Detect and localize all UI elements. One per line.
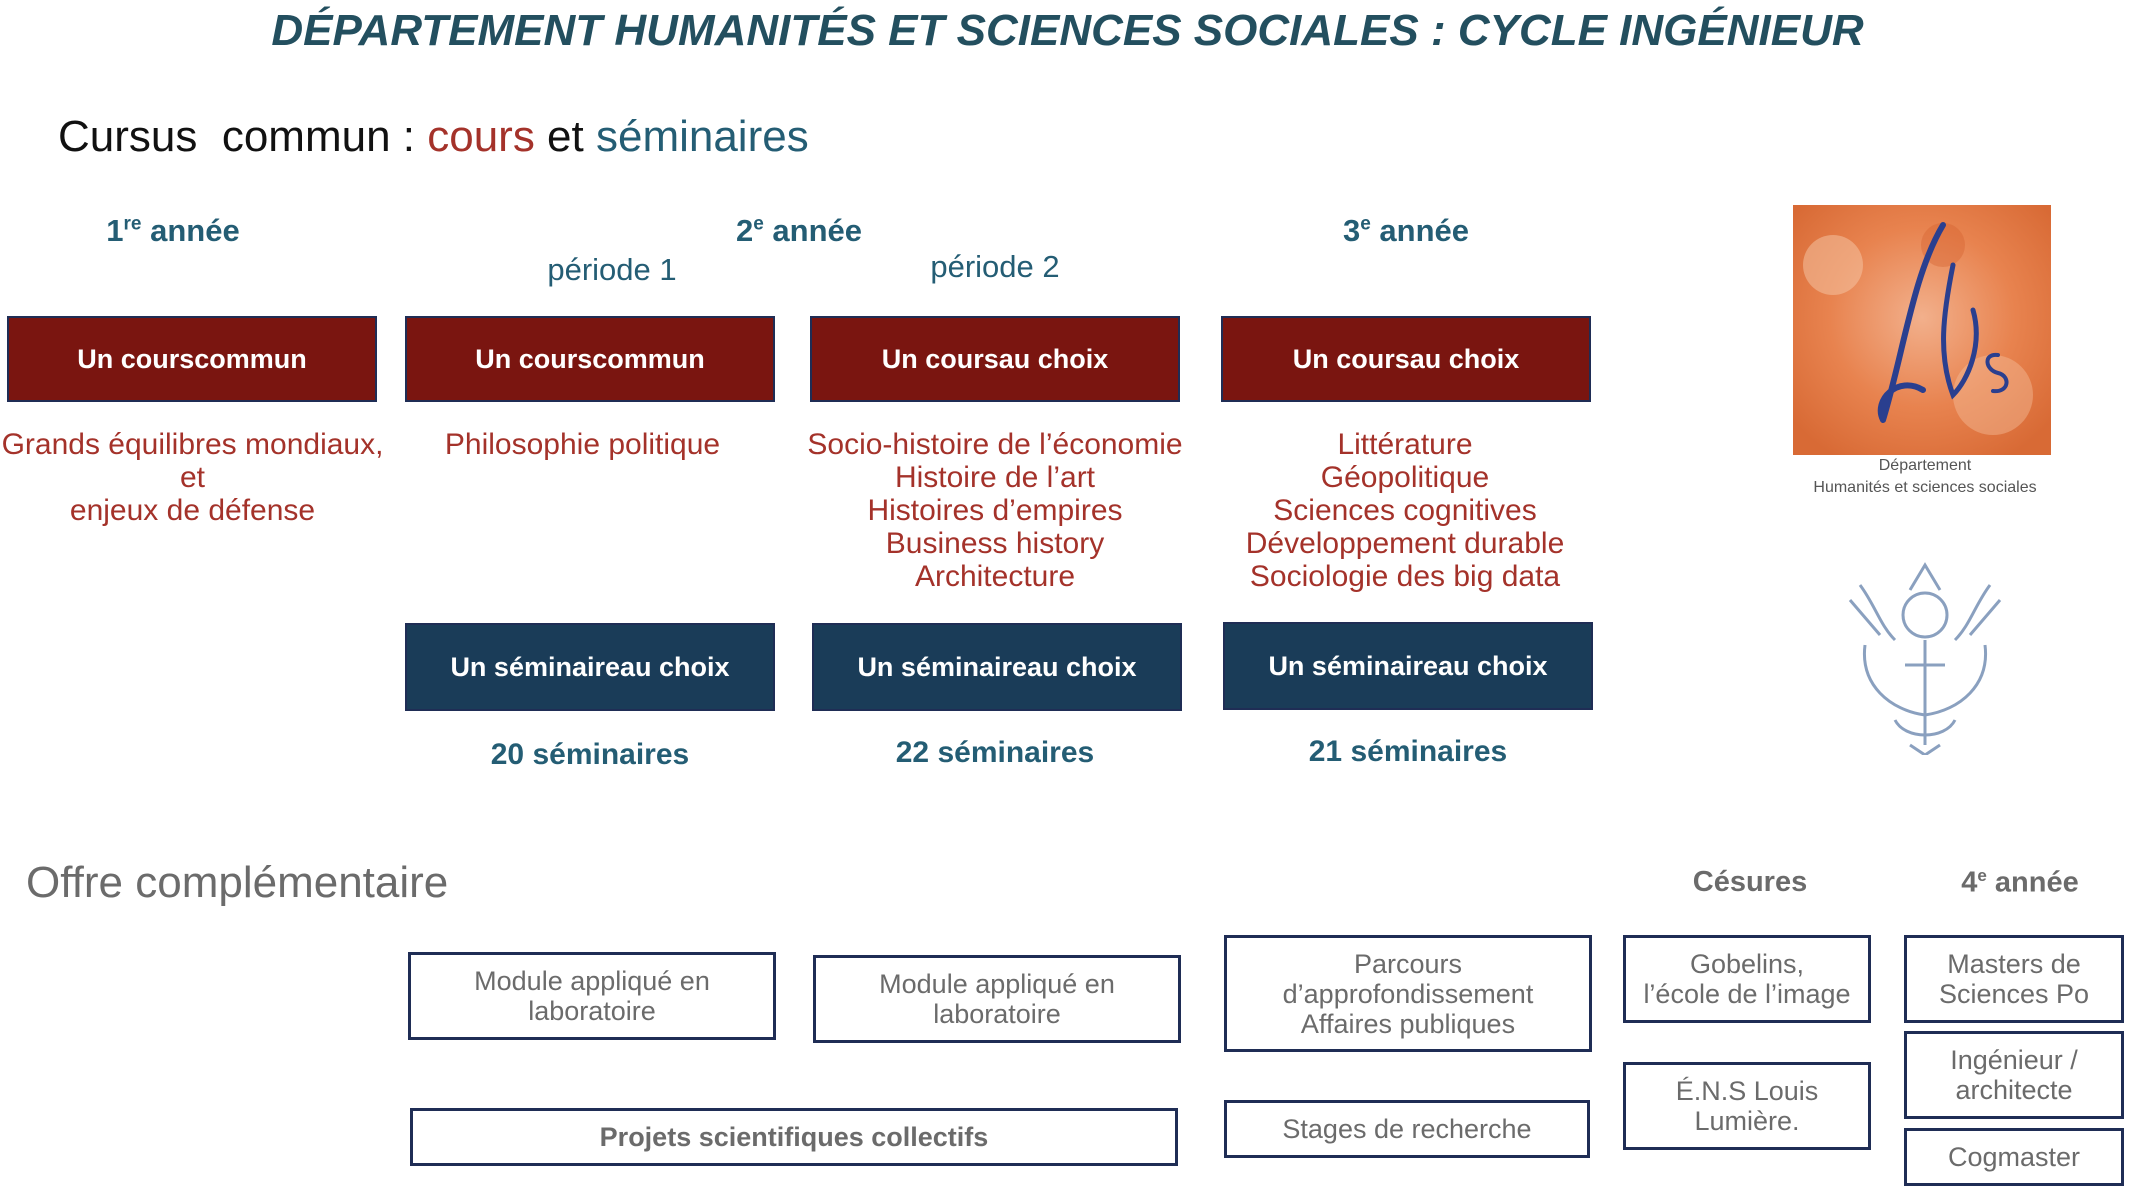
course-item: Philosophie politique (444, 428, 721, 461)
module-box-2 (813, 955, 1181, 1043)
course-item: Géopolitique (1320, 461, 1490, 494)
box-line: Affaires publiques (1300, 1008, 1516, 1039)
course-item: Littérature (1337, 428, 1473, 461)
course-box-year2-p1 (405, 316, 775, 402)
course-box-line2: commun (592, 344, 705, 374)
course-item: et (179, 461, 206, 494)
period-1-label: période 1 (547, 252, 677, 287)
course-list-year2-p2 (790, 428, 1200, 593)
year-2-heading (699, 213, 899, 249)
box-line: laboratoire (933, 999, 1061, 1029)
projets-box (410, 1108, 1178, 1166)
box-line: Sciences Po (1938, 979, 2090, 1009)
subtitle-et: et (534, 112, 596, 161)
box-line: Lumière. (1694, 1106, 1800, 1136)
course-item: Sciences cognitives (1273, 494, 1537, 527)
course-box-year2-p2 (810, 316, 1180, 402)
year-1-num: 1 (106, 213, 124, 248)
box-line: d’approfondissement (1282, 978, 1534, 1009)
masters-box (1904, 935, 2124, 1023)
year-4-num: 4 (1961, 866, 1978, 899)
cursus-subtitle (58, 112, 809, 162)
box-line: architecte (1955, 1075, 2073, 1105)
course-box-line2: au choix (1409, 344, 1520, 374)
course-box-line1: Un cours (881, 344, 999, 374)
year-4-label: année (1986, 866, 2079, 899)
box-line: Gobelins, (1689, 949, 1805, 979)
department-logo-caption (1760, 455, 2090, 499)
gobelins-box (1623, 935, 1871, 1023)
course-box-line2: au choix (998, 344, 1109, 374)
year-2-sup: e (753, 213, 764, 235)
seminar-box-line2: au choix (1438, 651, 1548, 681)
course-box-line1: Un cours (77, 344, 195, 374)
year-1-label: année (141, 213, 240, 248)
ingenieur-box (1904, 1031, 2124, 1119)
course-list-year2-p1 (400, 428, 765, 461)
course-item: Histoires d’empires (867, 494, 1123, 527)
logo-caption-line2: Humanités et sciences sociales (1813, 479, 2037, 496)
year-4-heading (1920, 866, 2120, 900)
module-box-1 (408, 952, 776, 1040)
course-box-line1: Un cours (475, 344, 593, 374)
seminar-box-year2-p2 (812, 623, 1182, 711)
cesures-heading: Césures (1692, 866, 1808, 898)
course-list-year3 (1200, 428, 1610, 593)
period-2-label: période 2 (930, 249, 1060, 284)
parcours-box (1224, 935, 1592, 1052)
seminar-box-line2: au choix (1027, 652, 1137, 682)
year-4-sup: e (1977, 866, 1987, 885)
course-box-year1 (7, 316, 377, 402)
box-line: Projets scientifiques collectifs (599, 1122, 989, 1152)
seminar-box-line2: au choix (620, 652, 730, 682)
ens-box (1623, 1062, 1871, 1150)
seminar-box-line1: Un séminaire (1268, 651, 1439, 681)
seminar-count-year3: 21 séminaires (1308, 735, 1508, 768)
seminar-box-line1: Un séminaire (450, 652, 621, 682)
course-item: enjeux de défense (69, 494, 316, 527)
box-line: l’école de l’image (1643, 979, 1851, 1009)
year-1-heading (73, 213, 273, 249)
course-item: Architecture (914, 560, 1076, 593)
year-3-num: 3 (1342, 213, 1361, 248)
department-logo (1793, 205, 2051, 455)
course-box-year3 (1221, 316, 1591, 402)
department-logo-mark (1793, 205, 2051, 455)
course-item: Business history (885, 527, 1105, 560)
seminar-box-line1: Un séminaire (857, 652, 1028, 682)
box-line: Ingénieur / (1950, 1045, 2078, 1075)
box-line: Stages de recherche (1282, 1114, 1532, 1144)
seminar-count-year2-p2: 22 séminaires (895, 736, 1095, 769)
year-3-sup: e (1360, 213, 1371, 235)
box-line: Masters de (1947, 949, 2081, 979)
course-box-line2: commun (194, 344, 307, 374)
seminar-box-year3 (1223, 622, 1593, 710)
course-item: Développement durable (1245, 527, 1565, 560)
box-line: Parcours (1353, 948, 1463, 979)
offre-title: Offre complémentaire (26, 858, 449, 907)
box-line: laboratoire (528, 996, 656, 1026)
subtitle-seminaires: séminaires (595, 112, 809, 161)
course-item: Grands équilibres mondiaux, (1, 428, 384, 461)
year-3-label: année (1370, 213, 1470, 248)
box-line: Cogmaster (1947, 1142, 2081, 1172)
school-emblem-icon (1840, 545, 2010, 755)
cogmaster-box (1904, 1128, 2124, 1186)
year-2-label: année (763, 213, 863, 248)
year-2-num: 2 (735, 213, 754, 248)
box-line: Module appliqué en (474, 966, 710, 996)
subtitle-cours: cours (427, 112, 535, 161)
course-item: Socio-histoire de l’économie (807, 428, 1183, 461)
stages-box (1224, 1100, 1590, 1158)
page-title: DÉPARTEMENT HUMANITÉS ET SCIENCES SOCIALES : CYCLE INGÉNIEUR (271, 6, 1864, 55)
year-3-heading (1306, 213, 1506, 249)
box-line: É.N.S Louis (1675, 1076, 1819, 1106)
course-box-line1: Un cours (1292, 344, 1410, 374)
logo-caption-line1: Département (1878, 457, 1972, 474)
subtitle-prefix: Cursus commun : (58, 112, 428, 161)
course-item: Histoire de l’art (894, 461, 1096, 494)
seminar-count-year2-p1: 20 séminaires (490, 738, 690, 771)
box-line: Module appliqué en (879, 969, 1115, 999)
seminar-box-year2-p1 (405, 623, 775, 711)
course-item: Sociologie des big data (1249, 560, 1561, 593)
year-1-sup: re (123, 213, 142, 235)
course-list-year1 (0, 428, 395, 527)
